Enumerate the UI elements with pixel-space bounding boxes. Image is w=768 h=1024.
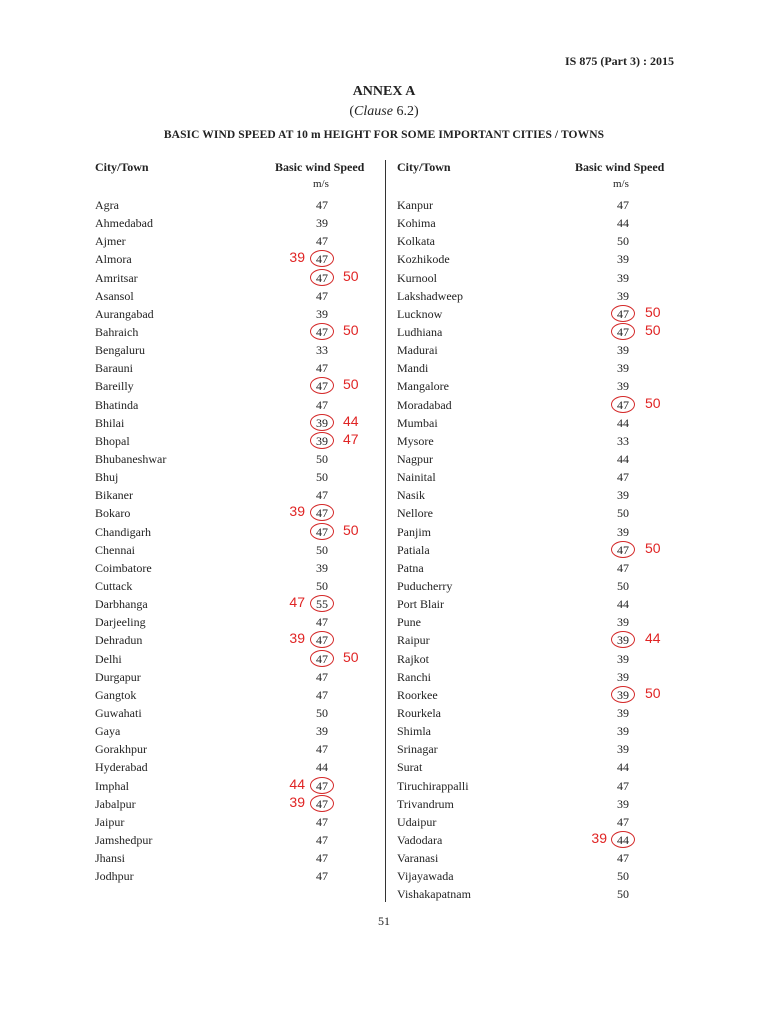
table-row [397, 305, 687, 323]
wind-speed: 47 [316, 851, 328, 866]
table-row [95, 450, 385, 468]
city-name: Puducherry [397, 578, 453, 593]
handwritten-annotation: 44 [289, 775, 305, 792]
city-name: Madurai [397, 343, 438, 358]
table-row [397, 232, 687, 250]
handwritten-annotation: 50 [343, 521, 359, 538]
handwritten-annotation: 39 [591, 829, 607, 846]
wind-speed: 50 [316, 578, 328, 593]
city-name: Bareilly [95, 379, 134, 394]
wind-speed: 47 [316, 814, 328, 829]
city-name: Tiruchirappalli [397, 778, 469, 793]
table-row [95, 849, 385, 867]
table-row [397, 486, 687, 504]
city-name: Ahmedabad [95, 216, 153, 231]
table-row [95, 559, 385, 577]
city-name: Jaipur [95, 814, 125, 829]
wind-speed: 44 [617, 760, 629, 775]
table-row [95, 650, 385, 668]
wind-speed: 50 [617, 506, 629, 521]
city-name: Hyderabad [95, 760, 148, 775]
handwritten-annotation: 50 [645, 321, 661, 338]
wind-speed: 39 [617, 524, 629, 539]
city-name: Agra [95, 198, 119, 212]
handwritten-annotation: 50 [343, 648, 359, 665]
city-name: Shimla [397, 724, 432, 739]
city-name: Ranchi [397, 669, 431, 684]
table-row [95, 341, 385, 359]
city-name: Chennai [95, 542, 135, 557]
table-row [95, 686, 385, 704]
city-name: Bhubaneshwar [95, 451, 167, 466]
handwritten-annotation: 47 [289, 594, 305, 611]
handwritten-annotation: 50 [645, 539, 661, 556]
circled-wind-speed: 44 [613, 833, 633, 848]
table-row [95, 523, 385, 541]
city-name: Lucknow [397, 306, 443, 321]
table-row [397, 722, 687, 740]
page-number: 51 [378, 914, 390, 928]
city-name: Jhansi [95, 851, 125, 866]
handwritten-annotation: 50 [645, 303, 661, 320]
table-row [95, 704, 385, 722]
city-name: Surat [397, 760, 423, 775]
wind-speed: 44 [617, 415, 629, 430]
wind-speed: 39 [617, 361, 629, 376]
circled-wind-speed: 47 [613, 307, 633, 322]
wind-speed: 47 [316, 869, 328, 884]
wind-speed: 39 [316, 216, 328, 231]
circled-wind-speed: 39 [312, 434, 332, 449]
table-row [95, 831, 385, 849]
wind-speed: 33 [617, 433, 629, 448]
unit-header: m/s [313, 178, 329, 190]
table-row [397, 613, 687, 631]
wind-speed: 47 [617, 560, 629, 575]
table-row [95, 414, 385, 432]
circled-wind-speed: 47 [312, 525, 332, 540]
wind-speed: 50 [617, 869, 629, 884]
standard-reference: IS 875 (Part 3) : 2015 [565, 54, 674, 68]
city-name: Kolkata [397, 234, 435, 249]
circled-wind-speed: 47 [312, 652, 332, 667]
city-name: Bikaner [95, 488, 133, 503]
column-divider [385, 160, 386, 902]
table-row [95, 323, 385, 341]
table-row [397, 795, 687, 813]
city-name: Patna [397, 560, 424, 575]
clause-reference [0, 104, 768, 120]
circled-wind-speed: 47 [312, 506, 332, 521]
wind-speed: 39 [617, 270, 629, 285]
table-row [397, 849, 687, 867]
handwritten-annotation: 50 [343, 376, 359, 393]
city-name: Bokaro [95, 506, 131, 521]
wind-speed: 39 [617, 288, 629, 303]
table-row [397, 468, 687, 486]
circled-wind-speed: 39 [312, 416, 332, 431]
city-header: City/Town [95, 160, 149, 174]
city-name: Jamshedpur [95, 832, 153, 847]
handwritten-annotation: 50 [343, 321, 359, 338]
city-name: Rajkot [397, 651, 429, 666]
handwritten-annotation: 50 [645, 684, 661, 701]
wind-speed: 44 [316, 760, 328, 775]
table-row [397, 377, 687, 395]
table-row [95, 214, 385, 232]
table-row [397, 686, 687, 704]
circled-wind-speed: 47 [312, 325, 332, 340]
wind-speed: 47 [617, 814, 629, 829]
city-name: Panjim [397, 524, 432, 539]
table-row [397, 504, 687, 522]
city-name: Imphal [95, 778, 129, 793]
wind-speed: 39 [617, 651, 629, 666]
city-name: Bhatinda [95, 397, 139, 412]
table-row [95, 432, 385, 450]
wind-speed: 50 [617, 234, 629, 249]
table-row [397, 668, 687, 686]
city-name: Nellore [397, 506, 433, 521]
wind-speed: 47 [316, 488, 328, 503]
city-name: Udaipur [397, 814, 437, 829]
wind-speed: 39 [316, 560, 328, 575]
wind-speed: 39 [617, 705, 629, 720]
city-name: Raipur [397, 633, 430, 648]
table-row [95, 504, 385, 522]
city-name: Nagpur [397, 451, 433, 466]
city-name: Trivandrum [397, 796, 454, 811]
table-row [95, 196, 385, 214]
wind-speed: 47 [617, 470, 629, 485]
circled-wind-speed: 47 [312, 633, 332, 648]
table-row [95, 595, 385, 613]
wind-speed: 47 [316, 687, 328, 702]
circled-wind-speed: 47 [312, 252, 332, 267]
table-row [397, 758, 687, 776]
wind-speed: 50 [316, 542, 328, 557]
table-row [95, 269, 385, 287]
table-row [397, 867, 687, 885]
city-name: Moradabad [397, 397, 452, 412]
clause-number: 6.2) [392, 104, 419, 119]
city-name: Jodhpur [95, 869, 134, 884]
wind-speed: 47 [617, 778, 629, 793]
table-row [397, 214, 687, 232]
table-row [397, 631, 687, 649]
city-name: Chandigarh [95, 524, 151, 539]
wind-speed: 39 [617, 488, 629, 503]
city-name: Gorakhpur [95, 742, 147, 757]
table-row [95, 668, 385, 686]
city-name: Almora [95, 252, 132, 267]
city-name: Kurnool [397, 270, 437, 285]
table-row [95, 359, 385, 377]
table-row [95, 232, 385, 250]
city-name: Coimbatore [95, 560, 152, 575]
city-name: Bhilai [95, 415, 125, 430]
city-name: Pune [397, 615, 421, 630]
city-name: Srinagar [397, 742, 438, 757]
handwritten-annotation: 39 [289, 793, 305, 810]
city-name: Port Blair [397, 597, 444, 612]
city-name: Mandi [397, 361, 429, 376]
table-row [95, 577, 385, 595]
table-row [397, 323, 687, 341]
table-row [95, 795, 385, 813]
city-name: Bhopal [95, 433, 130, 448]
circled-wind-speed: 47 [613, 543, 633, 558]
handwritten-annotation: 50 [645, 394, 661, 411]
table-row [397, 577, 687, 595]
city-name: Rourkela [397, 705, 441, 720]
handwritten-annotation: 47 [343, 430, 359, 447]
city-name: Bhuj [95, 470, 119, 485]
wind-speed: 47 [316, 615, 328, 630]
wind-speed: 47 [316, 288, 328, 303]
wind-speed: 39 [617, 742, 629, 757]
city-name: Aurangabad [95, 306, 154, 321]
table-row [95, 813, 385, 831]
city-name: Bahraich [95, 324, 139, 339]
wind-speed: 50 [316, 470, 328, 485]
table-title: BASIC WIND SPEED AT 10 m HEIGHT FOR SOME IMPORTANT CITIES / TOWNS [163, 129, 605, 141]
circled-wind-speed: 47 [613, 325, 633, 340]
speed-header: Basic wind Speed [275, 160, 365, 174]
table-row [397, 359, 687, 377]
city-header: City/Town [397, 160, 451, 174]
city-name: Ludhiana [397, 324, 443, 339]
table-row [397, 414, 687, 432]
annex-title: ANNEX A [352, 84, 416, 99]
wind-speed: 39 [617, 615, 629, 630]
table-row [397, 777, 687, 795]
wind-speed: 39 [617, 343, 629, 358]
table-row [95, 867, 385, 885]
circled-wind-speed: 47 [613, 398, 633, 413]
wind-speed: 47 [316, 198, 328, 212]
wind-speed: 33 [316, 343, 328, 358]
city-name: Gangtok [95, 687, 137, 702]
wind-speed: 50 [316, 705, 328, 720]
clause-label: Clause [354, 104, 393, 119]
table-row [397, 595, 687, 613]
city-name: Roorkee [397, 687, 438, 702]
wind-speed: 47 [316, 361, 328, 376]
city-name: Dehradun [95, 633, 143, 648]
wind-speed: 39 [617, 669, 629, 684]
handwritten-annotation: 39 [289, 503, 305, 520]
table-row [95, 722, 385, 740]
wind-speed: 44 [617, 216, 629, 231]
table-row [95, 777, 385, 795]
table-row [95, 396, 385, 414]
circled-wind-speed: 39 [613, 633, 633, 648]
circled-wind-speed: 39 [613, 688, 633, 703]
city-name: Delhi [95, 651, 122, 666]
city-name: Kanpur [397, 198, 433, 212]
wind-speed: 39 [316, 306, 328, 321]
table-row [397, 559, 687, 577]
table-row [397, 341, 687, 359]
table-row [397, 396, 687, 414]
wind-speed: 47 [316, 832, 328, 847]
wind-speed: 39 [617, 796, 629, 811]
city-name: Jabalpur [95, 796, 136, 811]
table-row [397, 650, 687, 668]
wind-speed: 50 [316, 451, 328, 466]
city-name: Gaya [95, 724, 121, 739]
handwritten-annotation: 44 [645, 630, 661, 647]
table-row [95, 377, 385, 395]
city-name: Ajmer [95, 234, 126, 249]
table-row [397, 450, 687, 468]
wind-speed: 39 [617, 252, 629, 267]
table-row [397, 541, 687, 559]
table-row [95, 468, 385, 486]
table-row [95, 287, 385, 305]
city-name: Lakshadweep [397, 288, 463, 303]
circled-wind-speed: 47 [312, 779, 332, 794]
table-row [95, 758, 385, 776]
circled-wind-speed: 47 [312, 271, 332, 286]
wind-speed: 39 [316, 724, 328, 739]
city-name: Vishakapatnam [397, 887, 471, 902]
wind-speed: 47 [617, 198, 629, 212]
right-rows [397, 196, 687, 903]
city-name: Nainital [397, 470, 436, 485]
circled-wind-speed: 47 [312, 379, 332, 394]
table-row [95, 541, 385, 559]
handwritten-annotation: 39 [289, 630, 305, 647]
city-name: Nasik [397, 488, 425, 503]
city-name: Guwahati [95, 705, 142, 720]
city-name: Patiala [397, 542, 430, 557]
city-name: Bengaluru [95, 343, 145, 358]
handwritten-annotation: 50 [343, 267, 359, 284]
city-name: Vadodara [397, 832, 443, 847]
clause-open: ( [349, 104, 355, 119]
handwritten-annotation: 44 [343, 412, 359, 429]
table-row [397, 269, 687, 287]
city-name: Durgapur [95, 669, 141, 684]
wind-speed: 47 [316, 234, 328, 249]
wind-speed: 50 [617, 887, 629, 902]
city-name: Kozhikode [397, 252, 450, 267]
wind-speed: 44 [617, 451, 629, 466]
table-row [397, 704, 687, 722]
city-name: Mumbai [397, 415, 438, 430]
table-row [397, 432, 687, 450]
unit-header: m/s [613, 178, 629, 190]
wind-speed: 44 [617, 597, 629, 612]
city-name: Varanasi [397, 851, 439, 866]
table-row [397, 196, 687, 214]
wind-speed: 47 [617, 851, 629, 866]
wind-speed: 47 [316, 669, 328, 684]
table-row [95, 486, 385, 504]
circled-wind-speed: 47 [312, 797, 332, 812]
table-row [397, 813, 687, 831]
city-name: Mangalore [397, 379, 449, 394]
wind-speed: 47 [316, 742, 328, 757]
city-name: Asansol [95, 288, 134, 303]
wind-speed: 39 [617, 724, 629, 739]
wind-speed: 39 [617, 379, 629, 394]
table-row [95, 305, 385, 323]
table-row [397, 287, 687, 305]
table-row [397, 885, 687, 903]
circled-wind-speed: 55 [312, 597, 332, 612]
city-name: Darbhanga [95, 597, 148, 612]
table-row [95, 740, 385, 758]
handwritten-annotation: 39 [289, 249, 305, 266]
city-name: Vijayawada [397, 869, 454, 884]
speed-header: Basic wind Speed [575, 160, 665, 174]
city-name: Mysore [397, 433, 434, 448]
city-name: Kohima [397, 216, 436, 231]
city-name: Amritsar [95, 270, 138, 285]
table-row [397, 740, 687, 758]
wind-speed: 47 [316, 397, 328, 412]
table-row [397, 250, 687, 268]
wind-speed: 50 [617, 578, 629, 593]
city-name: Darjeeling [95, 615, 146, 630]
table-row [397, 831, 687, 849]
city-name: Barauni [95, 361, 133, 376]
table-row [95, 250, 385, 268]
table-row [95, 631, 385, 649]
table-row [397, 523, 687, 541]
city-name: Cuttack [95, 578, 133, 593]
left-rows [95, 196, 385, 885]
table-row [95, 613, 385, 631]
